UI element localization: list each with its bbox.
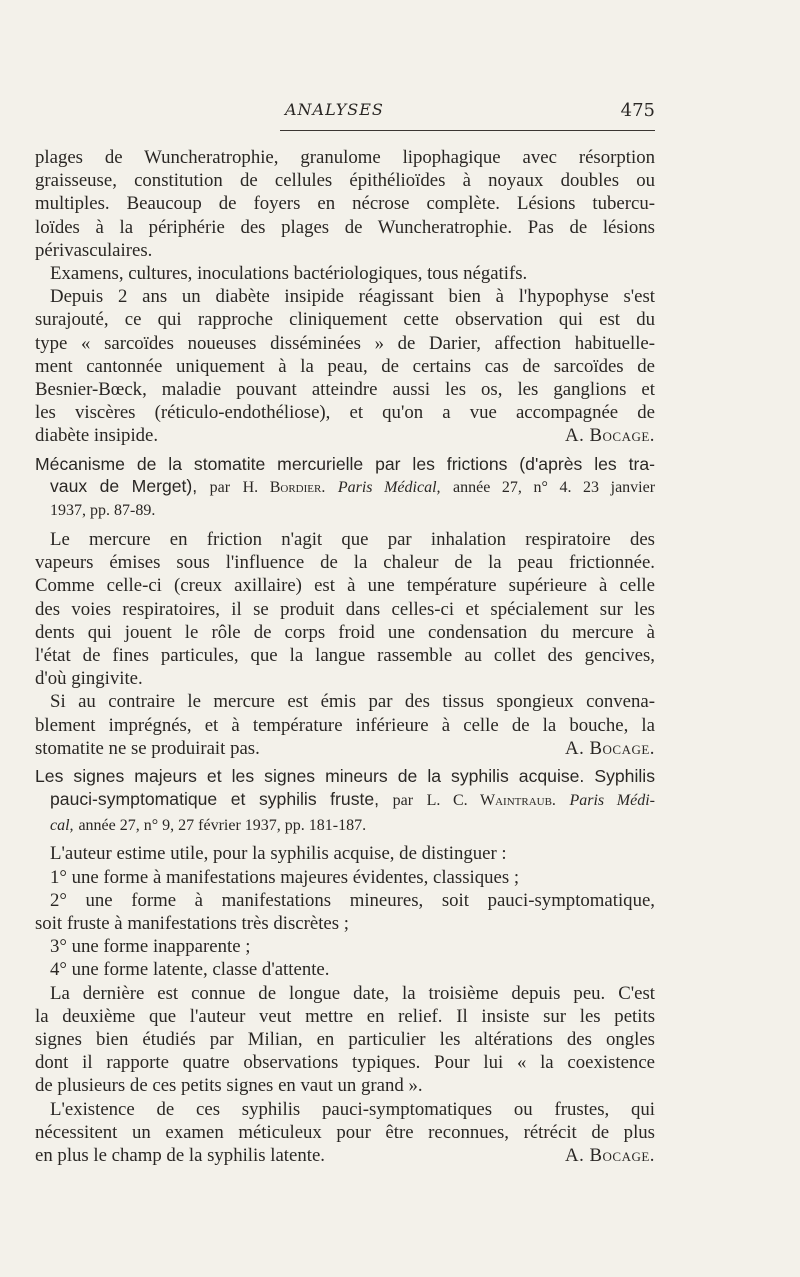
text-line: nécessitent un examen méticuleux pour être reconnues, rétrécit de plus bbox=[35, 1121, 655, 1143]
paragraph bbox=[35, 262, 655, 285]
body-text bbox=[35, 146, 655, 1167]
text-line: Depuis 2 ans un diabète insipide réagissant bien à l'hypophyse s'est bbox=[50, 286, 655, 308]
citation: année 27, n° 9, 27 février 1937, pp. 181-187. bbox=[78, 816, 367, 834]
text-line: blement imprégnés, et à température inférieure à celle de la bouche, la bbox=[35, 714, 655, 736]
list-item: 3° une forme inapparente ; bbox=[50, 936, 251, 958]
text-line: surajouté, ce qui rapproche cliniquement cette observation qui est du bbox=[35, 309, 655, 331]
article bbox=[35, 453, 655, 760]
list-item: 4° une forme latente, classe d'attente. bbox=[50, 959, 330, 981]
text-line: dont il rapporte quatre observations typiques. Pour lui « la coexistence bbox=[35, 1052, 655, 1074]
text-line: l'état de fines particules, que la langue rassemble au collet des gencives, bbox=[35, 645, 655, 667]
text-line: la deuxième que l'auteur veut mettre en relief. Il insiste sur les petits bbox=[35, 1005, 655, 1027]
text-line: L'existence de ces syphilis pauci-symptomatiques ou frustes, qui bbox=[50, 1098, 655, 1120]
header-rule bbox=[280, 130, 655, 131]
text-line: signes bien étudiés par Milian, en particulier les altérations des ongles bbox=[35, 1029, 655, 1051]
text-line: soit fruste à manifestations très discrètes ; bbox=[35, 913, 349, 935]
title-fragment: pauci-symptomatique et syphilis fruste, bbox=[50, 788, 380, 809]
article-title bbox=[35, 453, 655, 523]
journal: Paris Médi- bbox=[569, 791, 655, 809]
text-line: dents qui jouent le rôle de corps froid une condensation du mercure à bbox=[35, 621, 655, 643]
citation-line bbox=[35, 813, 655, 838]
article bbox=[35, 765, 655, 1167]
journal-cont: cal, bbox=[50, 816, 74, 834]
text-line: d'où gingivite. bbox=[35, 668, 143, 690]
text-line: plages de Wuncheratrophie, granulome lipophagique avec résorption bbox=[35, 147, 655, 168]
paragraph bbox=[35, 1098, 655, 1168]
page bbox=[35, 100, 655, 1167]
text-line: vapeurs émises sous l'influence de la chaleur de la peau frictionnée. bbox=[35, 552, 655, 574]
text-line: multiples. Beaucoup de foyers en nécrose complète. Lésions tubercu- bbox=[35, 193, 655, 215]
text-line: Comme celle-ci (creux axillaire) est à une température supérieure à celle bbox=[35, 575, 655, 597]
title-line: Mécanisme de la stomatite mercurielle par les frictions (d'après les tra- bbox=[35, 453, 655, 474]
text-line: Le mercure en friction n'agit que par inhalation respiratoire des bbox=[50, 529, 655, 551]
page-number: 475 bbox=[620, 100, 655, 121]
title-line: Les signes majeurs et les signes mineurs de la syphilis acquise. Syphilis bbox=[35, 766, 655, 787]
paragraph bbox=[35, 146, 655, 262]
text-line: de plusieurs de ces petits signes en vaut un grand ». bbox=[35, 1075, 423, 1097]
text-fragment: en plus le champ de la syphilis latente. bbox=[35, 1145, 325, 1167]
by-word: par bbox=[392, 791, 414, 809]
paragraph bbox=[35, 528, 655, 690]
running-header bbox=[35, 100, 655, 126]
author: L. C. Waintraub. bbox=[426, 791, 556, 809]
journal: Paris Médical, bbox=[337, 479, 441, 497]
title-fragment: vaux de Merget), bbox=[50, 476, 198, 497]
text-line: Examens, cultures, inoculations bactériologiques, tous négatifs. bbox=[50, 263, 528, 285]
text-line: les viscères (réticulo-endothéliose), et qu'on a vue accompagnée de bbox=[35, 402, 655, 424]
text-line: La dernière est connue de longue date, la troisième depuis peu. C'est bbox=[50, 982, 655, 1004]
text-line: loïdes à la périphérie des plages de Wuncheratrophie. Pas de lésions bbox=[35, 216, 655, 238]
paragraph bbox=[35, 982, 655, 1098]
text-fragment: stomatite ne se produirait pas. bbox=[35, 737, 260, 759]
article-title bbox=[35, 765, 655, 837]
citation: année 27, n° 4. 23 janvier bbox=[453, 479, 656, 497]
text-line: Si au contraire le mercure est émis par des tissus spongieux convena- bbox=[50, 691, 655, 713]
running-title: ANALYSES bbox=[285, 100, 384, 119]
signature: A. Bocage. bbox=[565, 425, 655, 447]
paragraph bbox=[35, 690, 655, 760]
text-line bbox=[35, 424, 655, 447]
list-item: 1° une forme à manifestations majeures évidentes, classiques ; bbox=[50, 866, 520, 888]
paragraph bbox=[35, 285, 655, 447]
text-fragment: diabète insipide. bbox=[35, 425, 159, 447]
title-line bbox=[35, 788, 655, 813]
text-line: type « sarcoïdes noueuses disséminées » de Darier, affection habituelle- bbox=[35, 332, 655, 354]
paragraph bbox=[35, 842, 655, 981]
text-line: L'auteur estime utile, pour la syphilis acquise, de distinguer : bbox=[50, 843, 507, 865]
list-item: 2° une forme à manifestations mineures, soit pauci-symptomatique, bbox=[50, 889, 655, 911]
author: H. Bordier. bbox=[242, 479, 326, 497]
text-line: Besnier-Bœck, maladie pouvant atteindre aussi les os, les ganglions et bbox=[35, 379, 655, 401]
citation-line: 1937, pp. 87-89. bbox=[50, 502, 156, 520]
text-line: ment cantonnée uniquement à la peau, de certains cas de sarcoïdes de bbox=[35, 355, 655, 377]
text-line bbox=[35, 737, 655, 760]
text-line: périvasculaires. bbox=[35, 239, 153, 261]
text-line: des voies respiratoires, il se produit dans celles-ci et spécialement sur les bbox=[35, 598, 655, 620]
text-line: graisseuse, constitution de cellules épithélioïdes à noyaux doubles ou bbox=[35, 170, 655, 192]
text-line bbox=[35, 1144, 655, 1167]
title-line bbox=[35, 475, 655, 500]
signature: A. Bocage. bbox=[565, 737, 655, 759]
signature: A. Bocage. bbox=[565, 1145, 655, 1167]
by-word: par bbox=[209, 479, 231, 497]
